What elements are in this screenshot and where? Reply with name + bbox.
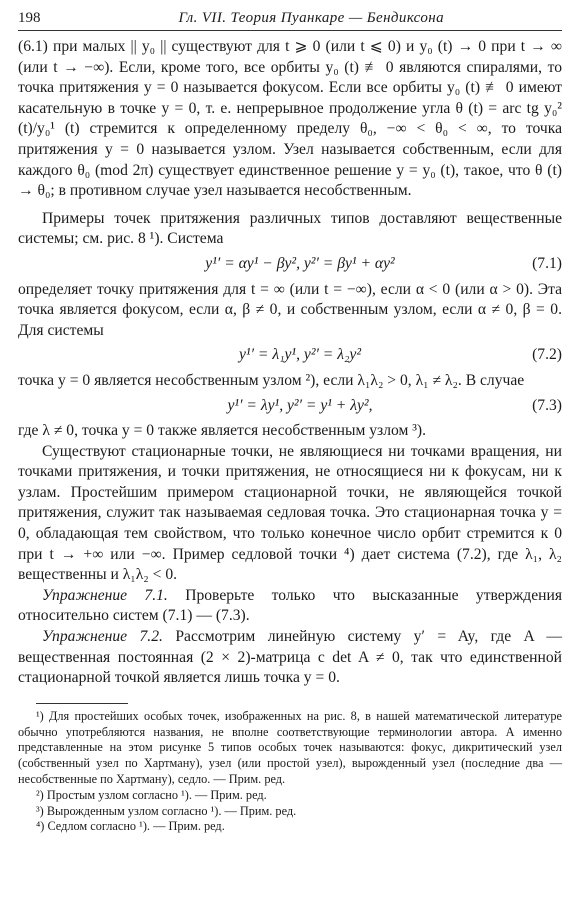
exercise-7-1-text: Проверьте только что высказанные утверждения относительно систем (7.1) — (7.3). <box>18 586 562 625</box>
formula-7-3 <box>18 396 562 417</box>
formula-7-3-body: y¹′ = λy¹, y²′ = y¹ + λy², <box>227 396 373 414</box>
footnote-divider <box>36 703 128 704</box>
exercise-7-1 <box>18 586 562 627</box>
running-title: Гл. VII. Теория Пуанкаре — Бендиксона <box>178 10 444 26</box>
formula-7-1 <box>18 254 562 275</box>
paragraph-lambda-case: где λ ≠ 0, точка y = 0 также является несобственным узлом ³). <box>18 422 427 440</box>
footnote-4: ⁴) Седлом согласно ¹). — Прим. ред. <box>36 819 225 834</box>
page-number: 198 <box>18 10 41 26</box>
footnotes <box>18 709 562 835</box>
exercise-7-2-text: Рассмотрим линейную систему y′ = Ay, где A — вещественная постоянная (2 × 2)-матрица с det A ≠ 0, так что единственной стационарной точкой является лишь точка y = 0. <box>18 628 562 687</box>
paragraph-focus-node: определяет точку притяжения для t = ∞ (или t = −∞), если α < 0 (или α > 0). Эта точка является фокусом, если α, β ≠ 0, и собственным узлом, если α ≠ 0, β = 0. Для системы <box>18 280 562 339</box>
paragraph-improper-node: точка y = 0 является несобственным узлом ²), если λ₁λ₂ > 0, λ₁ ≠ λ₂. В случае <box>18 371 525 389</box>
formula-7-1-number: (7.1) <box>532 254 562 272</box>
exercise-7-1-label: Упражнение 7.1. <box>42 586 168 604</box>
formula-7-2 <box>18 345 562 366</box>
formula-7-2-number: (7.2) <box>532 346 562 364</box>
exercise-7-2 <box>18 627 562 689</box>
book-page <box>18 10 562 835</box>
footnote-2: ²) Простым узлом согласно ¹). — Прим. ред. <box>36 787 267 802</box>
page-header <box>18 10 562 31</box>
formula-7-1-body: y¹′ = αy¹ − βy², y²′ = βy¹ + αy² <box>205 254 395 272</box>
formula-7-3-number: (7.3) <box>532 396 562 414</box>
paragraph-examples: Примеры точек притяжения различных типов доставляют вещественные системы; см. рис. 8 ¹). Система <box>18 209 562 248</box>
main-text <box>18 37 562 689</box>
formula-7-2-body: y¹′ = λ₁y¹, y²′ = λ₂y² <box>239 346 361 364</box>
footnote-1: ¹) Для простейших особых точек, изображенных на рис. 8, в нашей математической литературе обычно употребляются названия, не вполне соответствующие терминологии автора. А именно представленные на этом рисунке 5 типов особых точек называются: фокус, дикритический узел (собственный узел по Хартману), узел (или простой узел), вырожденный узел (последние два — несобственные по Хартману), седло. — Прим. ред. <box>18 708 562 786</box>
exercise-7-2-label: Упражнение 7.2. <box>42 628 163 646</box>
footnote-3: ³) Вырожденным узлом согласно ¹). — Прим. ред. <box>36 803 297 818</box>
paragraph-definitions: (6.1) при малых || y₀ || существуют для t ⩾ 0 (или t ⩽ 0) и y₀ (t) → 0 при t → ∞ (или t → −∞). Если, кроме того, все орбиты y₀ (t) ≢ 0 являются спиралями, то точка притяжения y = 0 называется фокусом. Если все орбиты y₀ (t) ≢ 0 имеют касательную в точке y = 0, т. е. непрерывное продолжение угла θ (t) = arc tg y₀² (t)/y₀¹ (t) стремится к определенному пределу θ₀, −∞ < θ₀ < ∞, то точка притяжения y = 0 называется узлом. Узел называется собственным, если для каждого θ₀ (mod 2π) существует единственное решение y = y₀ (t), такое, что θ (t) → θ₀; в противном случае узел называется несобственным. <box>18 38 562 200</box>
paragraph-saddle: Существуют стационарные точки, не являющиеся ни точками вращения, ни точками притяжения, и точки притяжения, не относящиеся ни к фокусам, ни к узлам. Простейшим примером стационарной точки, не являющейся точкой притяжения, служит так называемая седловая точка. Это стационарная точка y = 0, обладающая тем свойством, что только конечное число орбит стремится к 0 при t → +∞ или −∞. Пример седловой точки ⁴) дает система (7.2), где λ₁, λ₂ вещественны и λ₁λ₂ < 0. <box>18 442 562 584</box>
